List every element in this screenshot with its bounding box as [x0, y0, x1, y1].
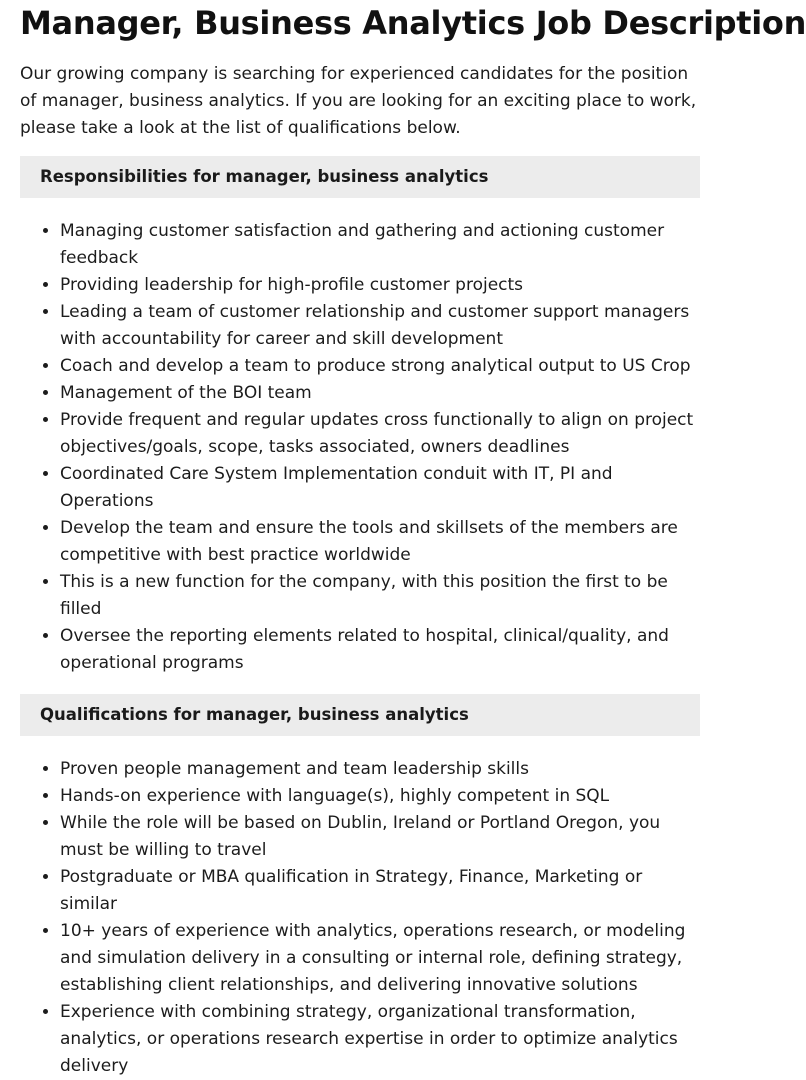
list-item: • While the role will be based on Dublin, Ireland or Portland Oregon, you must be willing to travel: [60, 810, 700, 864]
intro-paragraph: Our growing company is searching for experienced candidates for the position of manager, business analytics. If you are looking for an exciting place to work, please take a look at the list of qualifications below.: [20, 64, 697, 138]
responsibilities-list: [20, 218, 700, 677]
list-item: • Coordinated Care System Implementation conduit with IT, PI and Operations: [60, 461, 700, 515]
list-item: • Provide frequent and regular updates cross functionally to align on project objectives/goals, scope, tasks associated, owners deadlines: [60, 407, 700, 461]
list-item: • Coach and develop a team to produce strong analytical output to US Crop: [60, 353, 700, 380]
list-item: • Hands-on experience with language(s), highly competent in SQL: [60, 783, 700, 810]
list-item: • Experience with combining strategy, organizational transformation, analytics, or operations research expertise in order to optimize analytics delivery: [60, 999, 700, 1080]
list-item: • Providing leadership for high-profile customer projects: [60, 272, 700, 299]
page-title: Manager, Business Analytics Job Description: [20, 4, 806, 42]
list-item: • Proven people management and team leadership skills: [60, 756, 700, 783]
list-item: • Managing customer satisfaction and gathering and actioning customer feedback: [60, 218, 700, 272]
list-item: • Leading a team of customer relationship and customer support managers with accountability for career and skill development: [60, 299, 700, 353]
qualifications-list: [20, 756, 700, 1080]
list-item: • Postgraduate or MBA qualification in Strategy, Finance, Marketing or similar: [60, 864, 700, 918]
list-item: • Management of the BOI team: [60, 380, 700, 407]
list-item: • Develop the team and ensure the tools and skillsets of the members are competitive with best practice worldwide: [60, 515, 700, 569]
list-item: • 10+ years of experience with analytics, operations research, or modeling and simulation delivery in a consulting or internal role, defining strategy, establishing client relationships, and delivering innovative solutions: [60, 918, 700, 999]
responsibilities-heading: Responsibilities for manager, business analytics: [20, 156, 700, 198]
qualifications-heading: Qualifications for manager, business analytics: [20, 694, 700, 736]
list-item: • This is a new function for the company, with this position the first to be filled: [60, 569, 700, 623]
list-item: • Oversee the reporting elements related to hospital, clinical/quality, and operational programs: [60, 623, 700, 677]
